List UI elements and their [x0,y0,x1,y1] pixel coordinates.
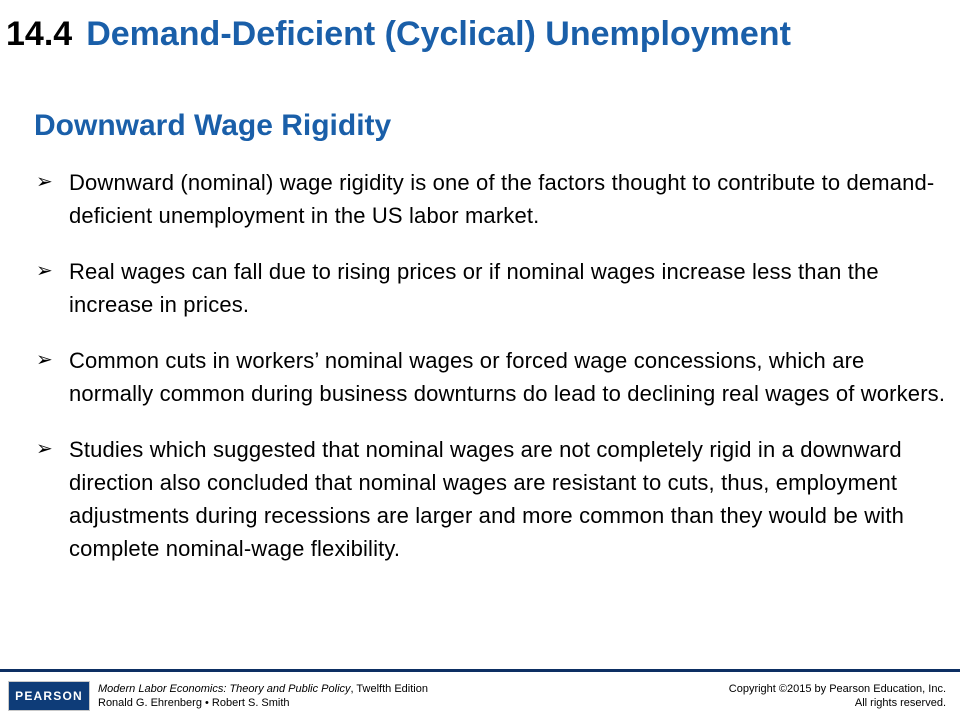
arrowhead-bullet-icon: ➢ [36,260,53,282]
bullet-item [36,344,946,410]
copyright-line: Copyright ©2015 by Pearson Education, Inc. [728,683,946,695]
slide-subtitle: Downward Wage Rigidity [34,109,392,142]
bullet-text: Real wages can fall due to rising prices or if nominal wages increase less than the increase in prices. [69,259,879,317]
slide-title [6,10,956,58]
bullet-text: Common cuts in workers’ nominal wages or forced wage concessions, which are normally common during business downturns do lead to declining real wages of workers. [69,348,946,406]
copyright-notice [729,682,946,710]
bullet-item [36,255,946,321]
bullet-item [36,433,946,565]
logo-text: PEARSON [15,689,83,703]
book-authors: Ronald G. Ehrenberg • Robert S. Smith [98,697,290,709]
rights-line: All rights reserved. [854,697,946,709]
footer-divider [0,669,960,672]
bullet-item [36,166,946,232]
title-text: Demand-Deficient (Cyclical) Unemployment [86,15,791,53]
bullet-list [36,166,946,565]
book-citation [98,682,428,710]
arrowhead-bullet-icon: ➢ [36,438,53,460]
bullet-text: Studies which suggested that nominal wages are not completely rigid in a downward direction also concluded that nominal wages are resistant to cuts, thus, employment adjustments during recessions are larger and more common than they would be with complete nominal-wage flexibility. [69,437,904,561]
book-title-line [98,682,428,696]
bullet-text: Downward (nominal) wage rigidity is one of the factors thought to contribute to demand-deficient unemployment in the US labor market. [69,170,935,228]
arrowhead-bullet-icon: ➢ [36,349,53,371]
pearson-logo [8,681,90,711]
book-title: Modern Labor Economics: Theory and Public Policy [98,683,351,695]
book-edition: , Twelfth Edition [350,683,428,695]
arrowhead-bullet-icon: ➢ [36,171,53,193]
section-number: 14.4 [6,15,73,53]
